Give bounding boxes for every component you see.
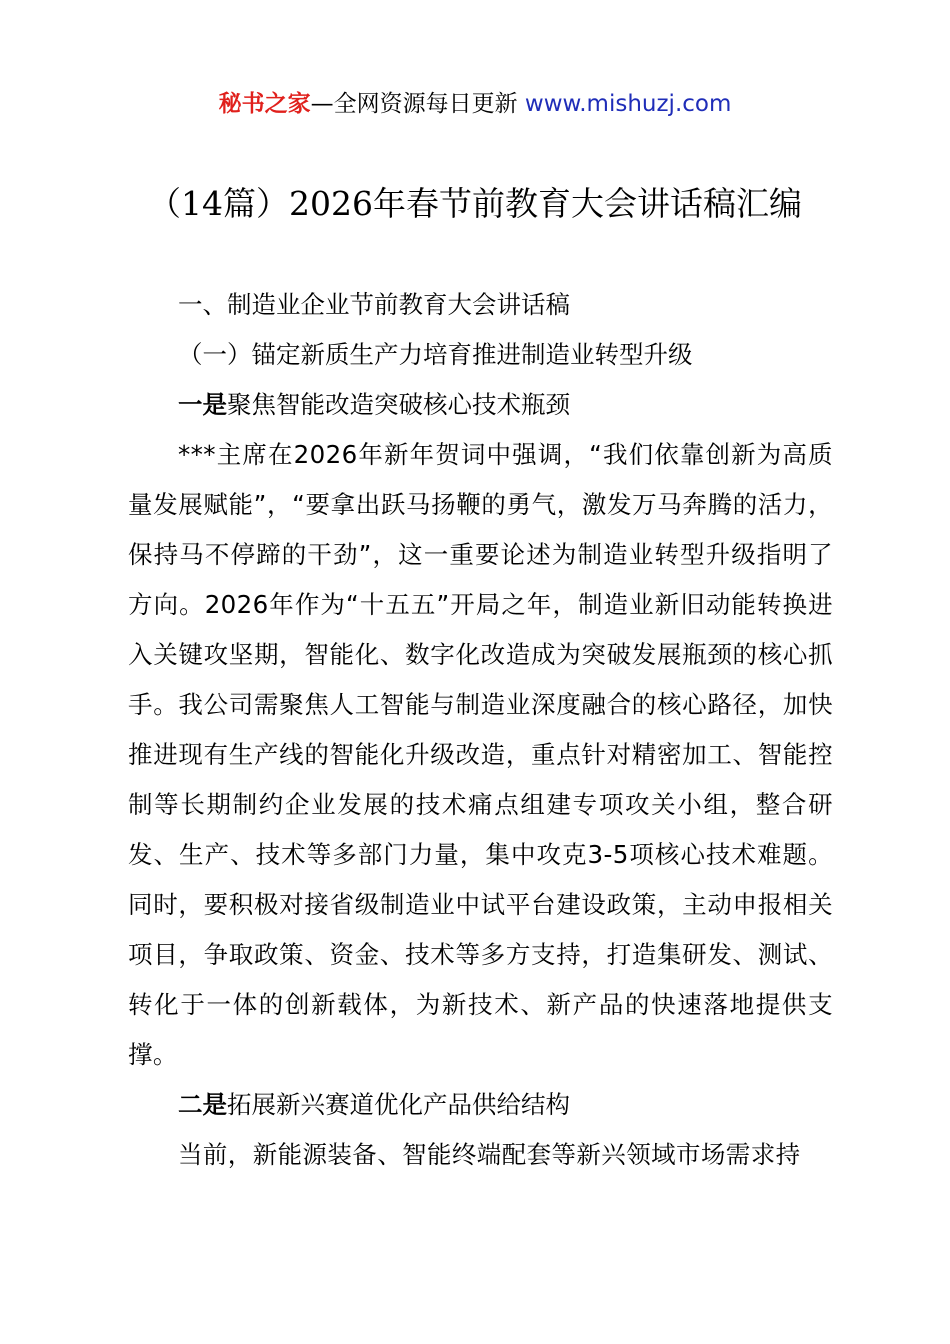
body-paragraph: 当前，新能源装备、智能终端配套等新兴领域市场需求持 bbox=[178, 1140, 801, 1169]
site-header bbox=[0, 88, 950, 120]
point-heading-text: 拓展新兴赛道优化产品供给结构 bbox=[227, 1090, 570, 1119]
document-body bbox=[128, 280, 833, 1180]
document-title: （14篇）2026年春节前教育大会讲话稿汇编 bbox=[148, 184, 802, 223]
body-paragraph: ***主席在2026年新年贺词中强调，“我们依靠创新为高质量发展赋能”，“要拿出跃马扬鞭的勇气，激发万马奔腾的活力，保持马不停蹄的干劲”，这一重要论述为制造业转型升级指明了方向。2026年作为“十五五”开局之年，制造业新旧动能转换进入关键攻坚期，智能化、数字化改造成为突破发展瓶颈的核心抓手。我公司需聚焦人工智能与制造业深度融合的核心路径，加快推进现有生产线的智能化升级改造，重点针对精密加工、智能控制等长期制约企业发展的技术痛点组建专项攻关小组，整合研发、生产、技术等多部门力量，集中攻克3-5项核心技术难题。同时，要积极对接省级制造业中试平台建设政策，主动申报相关项目，争取政策、资金、技术等多方支持，打造集研发、测试、转化于一体的创新载体，为新技术、新产品的快速落地提供支撑。 bbox=[128, 440, 833, 1069]
section-heading: 一、制造业企业节前教育大会讲话稿 bbox=[178, 290, 570, 319]
point-heading-text: 聚焦智能改造突破核心技术瓶颈 bbox=[227, 390, 570, 419]
site-tagline: —全网资源每日更新 bbox=[310, 91, 525, 117]
point-heading bbox=[128, 1080, 833, 1130]
point-lead: 一是 bbox=[178, 390, 227, 419]
site-url-link[interactable]: www.mishuzj.com bbox=[524, 91, 732, 117]
point-lead: 二是 bbox=[178, 1090, 227, 1119]
point-heading bbox=[128, 380, 833, 430]
site-brand: 秘书之家 bbox=[218, 91, 311, 117]
subsection-heading: （一）锚定新质生产力培育推进制造业转型升级 bbox=[178, 340, 693, 369]
